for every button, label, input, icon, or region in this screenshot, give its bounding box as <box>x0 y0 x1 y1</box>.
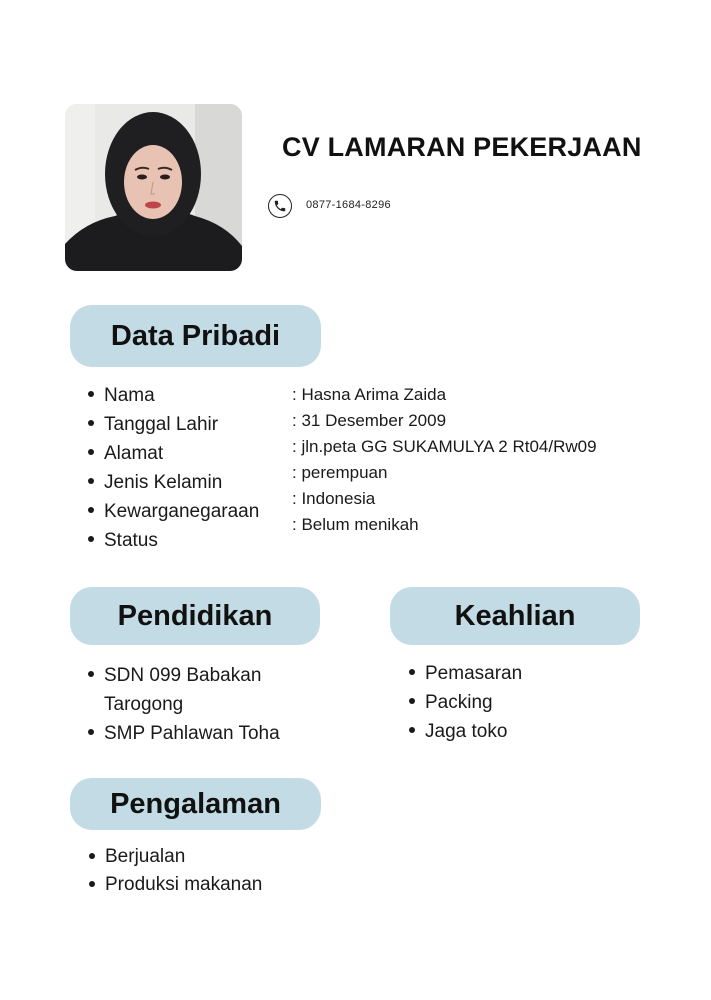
section-heading-data-pribadi: Data Pribadi <box>70 305 321 367</box>
section-heading-keahlian: Keahlian <box>390 587 640 645</box>
personal-data-values <box>292 382 597 538</box>
value-nama: : Hasna Arima Zaida <box>292 382 597 408</box>
page-title: CV LAMARAN PEKERJAAN <box>282 132 642 162</box>
label-tanggal-lahir: Tanggal Lahir <box>88 410 259 439</box>
list-item: Produksi makanan <box>89 871 262 899</box>
label-status: Status <box>88 526 259 555</box>
list-item: SMP Pahlawan Toha <box>88 719 328 748</box>
list-item: Pemasaran <box>409 659 522 688</box>
label-jenis-kelamin: Jenis Kelamin <box>88 468 259 497</box>
list-item: Berjualan <box>89 843 262 871</box>
label-kewarganegaraan: Kewarganegaraan <box>88 497 259 526</box>
education-list <box>88 661 328 748</box>
section-heading-pendidikan: Pendidikan <box>70 587 320 645</box>
experience-list <box>89 843 262 899</box>
label-alamat: Alamat <box>88 439 259 468</box>
value-tanggal-lahir: : 31 Desember 2009 <box>292 408 597 434</box>
value-jenis-kelamin: : perempuan <box>292 460 597 486</box>
section-heading-pengalaman: Pengalaman <box>70 778 321 830</box>
value-status: : Belum menikah <box>292 512 597 538</box>
skills-list <box>409 659 522 746</box>
phone-icon <box>268 194 292 218</box>
phone-number: 0877-1684-8296 <box>306 199 391 211</box>
personal-data-labels <box>88 381 259 555</box>
list-item: Jaga toko <box>409 717 522 746</box>
label-nama: Nama <box>88 381 259 410</box>
value-kewarganegaraan: : Indonesia <box>292 486 597 512</box>
list-item: Packing <box>409 688 522 717</box>
list-item: SDN 099 Babakan Tarogong <box>88 661 328 719</box>
profile-photo <box>65 104 242 271</box>
value-alamat: : jln.peta GG SUKAMULYA 2 Rt04/Rw09 <box>292 434 597 460</box>
